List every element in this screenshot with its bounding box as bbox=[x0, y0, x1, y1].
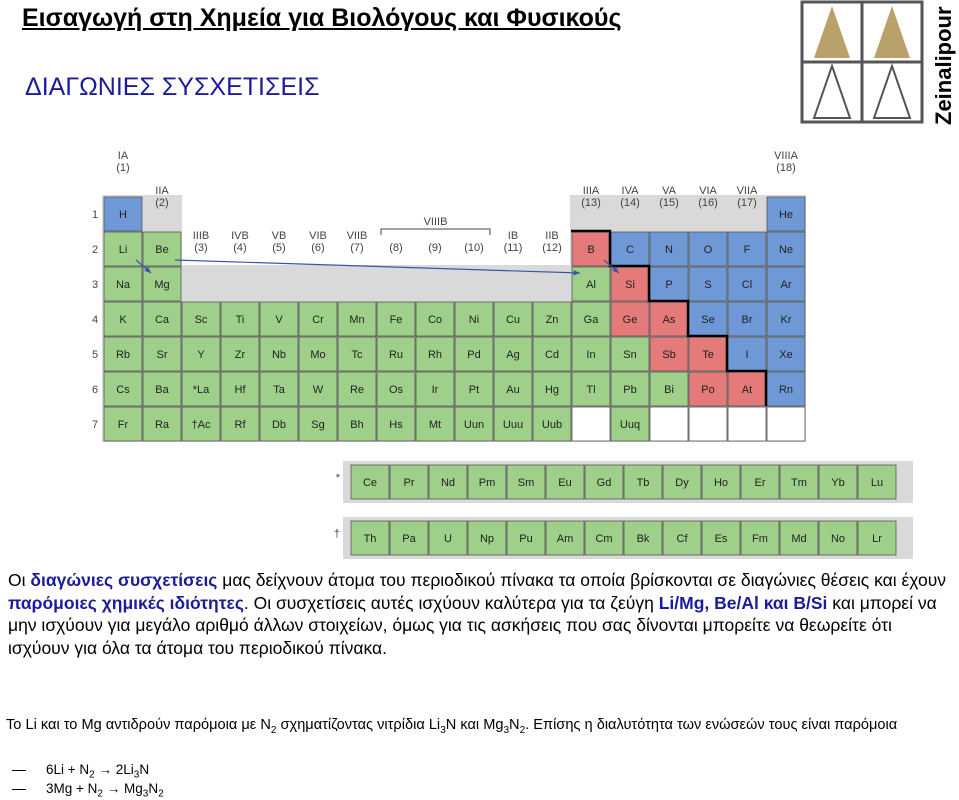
element-symbol: In bbox=[586, 349, 596, 361]
element-symbol: W bbox=[312, 384, 324, 396]
lanthanide-symbol: Gd bbox=[596, 477, 612, 489]
actinide-marker: † bbox=[333, 528, 340, 540]
element-cell bbox=[650, 407, 688, 441]
period-label: 3 bbox=[91, 279, 99, 291]
element-symbol: N bbox=[665, 244, 673, 256]
period-label: 5 bbox=[91, 349, 99, 361]
group-number: (4) bbox=[233, 242, 247, 254]
para-pairs: Li/Mg, Be/Al και B/Si bbox=[658, 592, 828, 613]
element-symbol: H bbox=[119, 209, 127, 221]
element-symbol: Ag bbox=[506, 349, 520, 361]
note-text: σχηματίζοντας νιτρίδια Li bbox=[276, 717, 441, 733]
element-symbol: B bbox=[587, 244, 595, 256]
element-symbol: Sr bbox=[156, 349, 168, 361]
element-symbol: Mo bbox=[310, 349, 326, 361]
group-number: (16) bbox=[698, 197, 718, 209]
element-symbol: Cu bbox=[505, 314, 521, 326]
rx-sub: 3 bbox=[133, 769, 140, 781]
rx-part: N bbox=[139, 762, 150, 777]
element-symbol: O bbox=[703, 244, 713, 256]
actinide-symbol: Bk bbox=[636, 533, 650, 545]
element-cell bbox=[689, 407, 727, 441]
element-symbol: Ar bbox=[780, 279, 792, 291]
element-symbol: S bbox=[704, 279, 712, 291]
element-symbol: Fr bbox=[117, 419, 129, 431]
element-symbol: I bbox=[745, 349, 749, 361]
group-label: IIB bbox=[545, 230, 559, 242]
explanation-paragraph bbox=[8, 569, 953, 659]
element-cell bbox=[728, 407, 766, 441]
period-label: 6 bbox=[91, 384, 99, 396]
element-symbol: Co bbox=[427, 314, 443, 326]
element-symbol: K bbox=[119, 314, 127, 326]
element-cell bbox=[767, 407, 805, 441]
rx-sub: 3 bbox=[142, 788, 149, 800]
actinide-symbol: Cm bbox=[595, 533, 613, 545]
group-label: VIIB bbox=[346, 230, 368, 242]
element-symbol: Ba bbox=[155, 384, 169, 396]
group-label: IVB bbox=[231, 230, 249, 242]
bullet-dash bbox=[12, 789, 26, 790]
group-number: (13) bbox=[581, 197, 601, 209]
actinide-symbol: No bbox=[830, 533, 846, 545]
element-symbol: Sc bbox=[194, 314, 208, 326]
rx-sub: 2 bbox=[89, 769, 95, 781]
rx-sub: 2 bbox=[158, 788, 164, 800]
element-symbol: Rn bbox=[778, 384, 794, 396]
element-symbol: Ca bbox=[154, 314, 170, 326]
element-symbol: Rf bbox=[234, 419, 246, 431]
actinide-symbol: Lr bbox=[872, 533, 882, 545]
element-symbol: Mg bbox=[154, 279, 170, 291]
element-symbol: Ni bbox=[468, 314, 480, 326]
periodic-table bbox=[0, 150, 959, 560]
actinide-symbol: Md bbox=[791, 533, 807, 545]
note-sub: 2 bbox=[270, 724, 277, 736]
group-label: IIA bbox=[155, 185, 169, 197]
slide-title: ΔΙΑΓΩΝΙΕΣ ΣΥΣΧΕΤΙΣΕΙΣ bbox=[25, 73, 320, 101]
lanthanide-symbol: Dy bbox=[675, 477, 689, 489]
element-symbol: Pt bbox=[468, 384, 480, 396]
element-symbol: Ru bbox=[388, 349, 404, 361]
lanthanide-symbol: Nd bbox=[440, 477, 456, 489]
actinide-symbol: Fm bbox=[752, 533, 768, 545]
rx-part: 2Li bbox=[115, 762, 134, 777]
author-watermark: Zeinalipour bbox=[931, 6, 956, 125]
actinide-symbol: Np bbox=[479, 533, 495, 545]
element-symbol: Bh bbox=[350, 419, 364, 431]
group-label: VB bbox=[271, 230, 287, 242]
period-label: 7 bbox=[91, 419, 99, 431]
group-label: VIIA bbox=[736, 185, 758, 197]
lanthanide-symbol: Yb bbox=[831, 477, 845, 489]
lanthanide-symbol: Tm bbox=[791, 477, 807, 489]
element-symbol: Bi bbox=[664, 384, 674, 396]
element-symbol: Ra bbox=[154, 419, 170, 431]
element-symbol: Ti bbox=[235, 314, 245, 326]
element-symbol: Uuq bbox=[619, 419, 641, 431]
element-symbol: Sb bbox=[662, 349, 676, 361]
lanthanide-symbol: Er bbox=[754, 477, 766, 489]
element-symbol: Mt bbox=[428, 419, 442, 431]
element-symbol: Al bbox=[586, 279, 596, 291]
para-term: διαγώνιες συσχετίσεις bbox=[30, 570, 218, 590]
group-number: (10) bbox=[464, 242, 484, 254]
element-symbol: Pd bbox=[467, 349, 481, 361]
element-symbol: Sg bbox=[311, 419, 325, 431]
bullet-dash bbox=[12, 770, 26, 771]
actinide-symbol: U bbox=[444, 533, 452, 545]
group-number: (6) bbox=[311, 242, 325, 254]
lanthanide-symbol: Sm bbox=[517, 477, 535, 489]
rx-part: Mg bbox=[123, 781, 143, 796]
lanthanide-symbol: Pr bbox=[403, 477, 415, 489]
group-label: IIIB bbox=[192, 230, 210, 242]
viiib-bracket bbox=[381, 229, 490, 235]
para-text: μας δείχνουν άτομα του περιοδικού πίνακα τα οποία βρίσκονται σε διαγώνιες θέσεις και έχουν bbox=[217, 570, 947, 590]
element-symbol: Na bbox=[115, 279, 131, 291]
element-symbol: Db bbox=[271, 419, 287, 431]
element-symbol: Re bbox=[349, 384, 365, 396]
group-number: (3) bbox=[194, 242, 208, 254]
element-symbol: Ta bbox=[273, 384, 285, 396]
element-symbol: Rh bbox=[427, 349, 443, 361]
element-symbol: He bbox=[778, 209, 794, 221]
group-label: VIA bbox=[699, 185, 717, 197]
actinide-symbol: Am bbox=[556, 533, 574, 545]
element-symbol: Br bbox=[741, 314, 753, 326]
group-number: (7) bbox=[350, 242, 364, 254]
group-number: (15) bbox=[659, 197, 679, 209]
element-symbol: Cr bbox=[312, 314, 324, 326]
note-text: . Επίσης η διαλυτότητα των ενώσεών τους είναι παρόμοια bbox=[525, 717, 898, 733]
element-symbol: Li bbox=[118, 244, 128, 256]
element-symbol: Mn bbox=[349, 314, 365, 326]
element-symbol: As bbox=[662, 314, 676, 326]
element-symbol: Si bbox=[625, 279, 635, 291]
lanthanide-symbol: Ce bbox=[362, 477, 378, 489]
note-text: N bbox=[509, 717, 520, 733]
period-label: 4 bbox=[91, 314, 99, 326]
note-text: Το Li και το Mg αντιδρούν παρόμοια με N bbox=[6, 717, 271, 733]
group-label: VA bbox=[662, 185, 676, 197]
lanthanide-symbol: Tb bbox=[636, 477, 650, 489]
element-symbol: Tc bbox=[351, 349, 363, 361]
group-label: IVA bbox=[621, 185, 639, 197]
group-number: (12) bbox=[542, 242, 562, 254]
viiib-label: VIIIB bbox=[423, 216, 448, 228]
course-title: Εισαγωγή στη Χημεία για Βιολόγους και Φυσικούς bbox=[22, 4, 622, 32]
element-symbol: Rb bbox=[115, 349, 131, 361]
note-sub: 3 bbox=[503, 724, 510, 736]
rx-arrow: → bbox=[102, 781, 124, 796]
element-symbol: Ga bbox=[583, 314, 599, 326]
group-label: IA bbox=[117, 150, 129, 162]
group-number: (17) bbox=[737, 197, 757, 209]
element-symbol: *La bbox=[192, 384, 210, 396]
para-text: και μπορεί να μην ισχύουν για μεγάλο αριθμό άλλων στοιχείων, όμως για τις ασκήσεις που σας δίνονται μπορείτε να θεωρείτε ότι ισχύουν για όλα τα άτομα του περιοδικού πίνακα. bbox=[8, 592, 937, 658]
lanthanide-marker: * bbox=[335, 472, 340, 484]
actinide-symbol: Pa bbox=[402, 533, 416, 545]
element-symbol: Be bbox=[155, 244, 169, 256]
element-symbol: V bbox=[275, 314, 283, 326]
element-symbol: Hf bbox=[234, 384, 246, 396]
rx-part: 6Li + N bbox=[46, 762, 90, 777]
lanthanide-symbol: Eu bbox=[558, 477, 572, 489]
element-symbol: Xe bbox=[779, 349, 793, 361]
element-symbol: Kr bbox=[780, 314, 792, 326]
note-sub: 2 bbox=[519, 724, 526, 736]
group-number: (1) bbox=[116, 162, 130, 174]
element-symbol: Ir bbox=[431, 384, 439, 396]
rx-arrow: → bbox=[94, 762, 116, 777]
element-symbol: Uun bbox=[463, 419, 485, 431]
period-label: 2 bbox=[91, 244, 99, 256]
group-number: (2) bbox=[155, 197, 169, 209]
para-text: Οι bbox=[8, 570, 31, 590]
lanthanide-symbol: Ho bbox=[713, 477, 729, 489]
element-symbol: F bbox=[743, 244, 751, 256]
group-label: VIIIA bbox=[774, 150, 798, 162]
element-symbol: †Ac bbox=[191, 419, 211, 431]
element-symbol: Ne bbox=[778, 244, 794, 256]
element-symbol: Se bbox=[701, 314, 715, 326]
note-text: N και Mg bbox=[445, 717, 504, 733]
element-symbol: Zn bbox=[545, 314, 559, 326]
element-symbol: Sn bbox=[623, 349, 637, 361]
element-symbol: Uub bbox=[541, 419, 563, 431]
para-term: παρόμοιες χημικές ιδιότητες bbox=[8, 592, 244, 613]
actinide-symbol: Es bbox=[714, 533, 728, 545]
rx-part: N bbox=[148, 781, 159, 796]
element-symbol: Y bbox=[197, 349, 205, 361]
group-number: (18) bbox=[776, 162, 796, 174]
lanthanide-symbol: Pm bbox=[478, 477, 496, 489]
element-symbol: Pb bbox=[623, 384, 637, 396]
element-symbol: Os bbox=[388, 384, 404, 396]
group-label: VIB bbox=[309, 230, 327, 242]
note-sub: 3 bbox=[440, 724, 446, 736]
element-symbol: P bbox=[665, 279, 673, 291]
element-symbol: Tl bbox=[586, 384, 596, 396]
element-symbol: Au bbox=[506, 384, 520, 396]
rx-part: 3Mg + N bbox=[46, 781, 98, 796]
nitride-note bbox=[6, 714, 956, 742]
group-label: IB bbox=[507, 230, 519, 242]
group-number: (11) bbox=[503, 242, 523, 254]
element-symbol: Nb bbox=[271, 349, 287, 361]
rx-sub: 2 bbox=[97, 788, 103, 800]
element-symbol: Uuu bbox=[502, 419, 524, 431]
period-label: 1 bbox=[91, 209, 99, 221]
element-symbol: Hg bbox=[544, 384, 560, 396]
element-symbol: Cs bbox=[116, 384, 130, 396]
group-number: (9) bbox=[428, 242, 442, 254]
group-number: (14) bbox=[620, 197, 640, 209]
element-cell bbox=[572, 407, 610, 441]
actinide-symbol: Pu bbox=[519, 533, 533, 545]
university-logo bbox=[800, 0, 959, 128]
lanthanide-symbol: Lu bbox=[870, 477, 884, 489]
element-symbol: Fe bbox=[389, 314, 403, 326]
element-symbol: Po bbox=[701, 384, 715, 396]
group-label: IIIA bbox=[582, 185, 600, 197]
element-symbol: At bbox=[741, 384, 753, 396]
element-symbol: Cd bbox=[544, 349, 560, 361]
actinide-symbol: Th bbox=[363, 533, 377, 545]
actinide-symbol: Cf bbox=[676, 533, 688, 545]
element-symbol: Hs bbox=[389, 419, 403, 431]
element-symbol: Cl bbox=[741, 279, 753, 291]
element-symbol: Zr bbox=[234, 349, 246, 361]
group-number: (5) bbox=[272, 242, 286, 254]
para-text: . Οι συσχετίσεις αυτές ισχύουν καλύτερα για τα ζεύγη bbox=[243, 592, 659, 613]
element-symbol: C bbox=[626, 244, 634, 256]
element-symbol: Te bbox=[702, 349, 714, 361]
element-symbol: Ge bbox=[622, 314, 638, 326]
reaction-mg bbox=[12, 781, 164, 800]
reaction-li bbox=[12, 762, 149, 781]
group-number: (8) bbox=[389, 242, 403, 254]
